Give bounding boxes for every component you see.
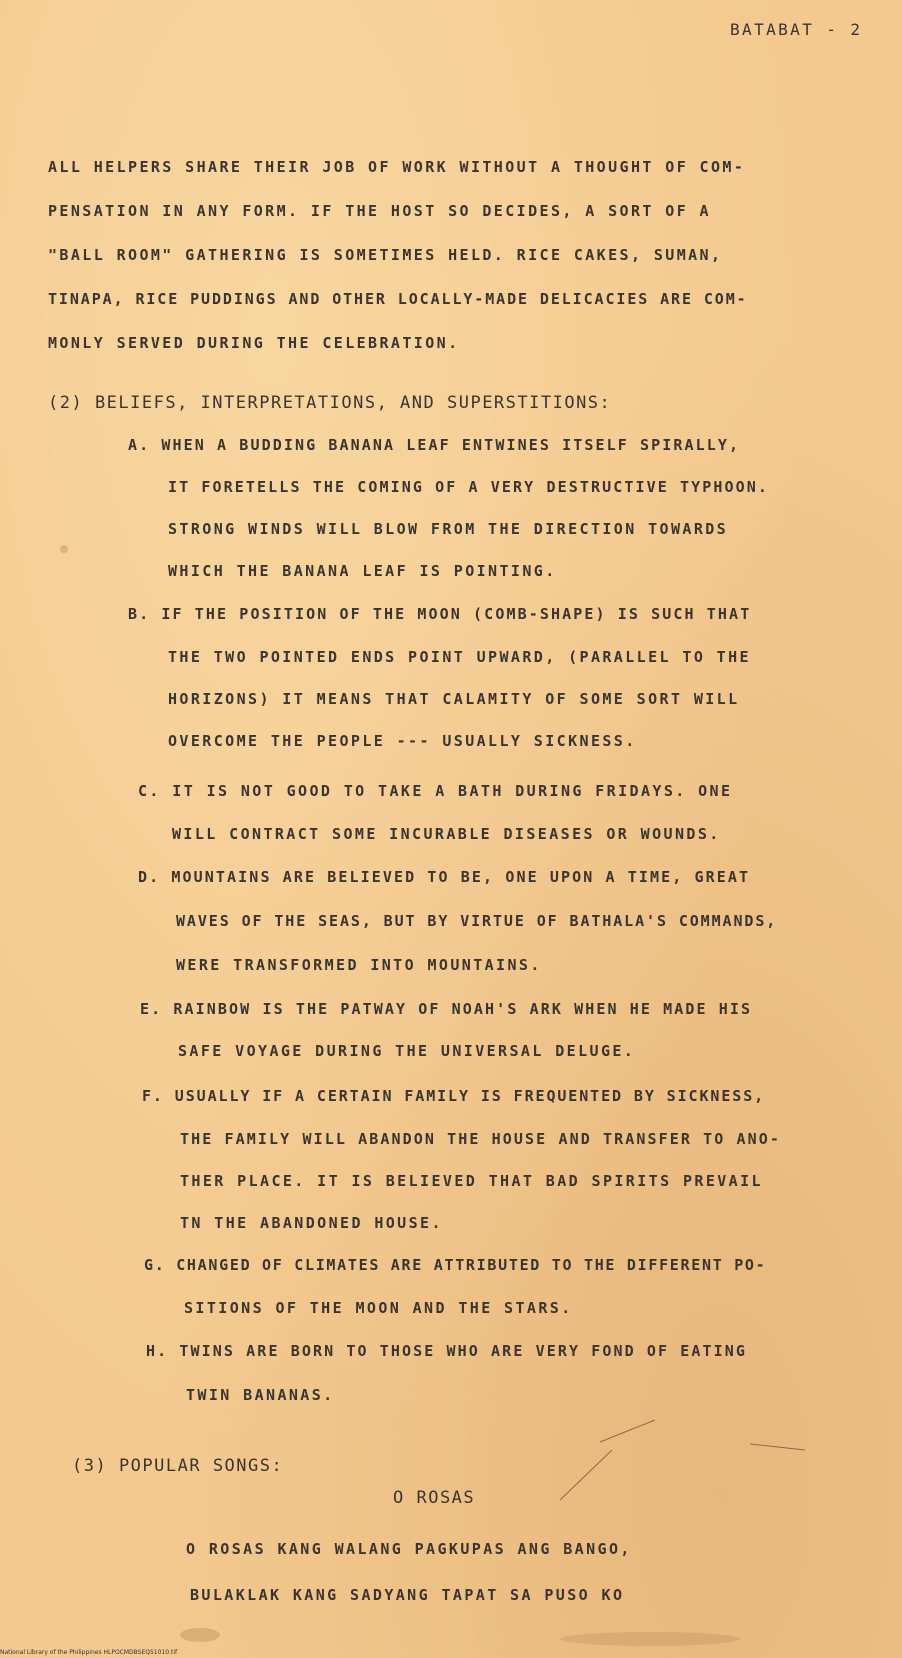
belief-item-a: STRONG WINDS WILL BLOW FROM THE DIRECTION TOWARDS (168, 520, 729, 538)
intro-line: ALL HELPERS SHARE THEIR JOB OF WORK WITHOUT A THOUGHT OF COM- (48, 158, 746, 176)
belief-item-e: SAFE VOYAGE DURING THE UNIVERSAL DELUGE. (178, 1042, 636, 1060)
intro-line: MONLY SERVED DURING THE CELEBRATION. (48, 334, 460, 352)
footer-caption: National Library of the Philippines HLPOCMDBSEQ51010.tif (0, 1649, 178, 1656)
belief-item-d: D. MOUNTAINS ARE BELIEVED TO BE, ONE UPON A TIME, GREAT (138, 868, 751, 886)
belief-item-b: THE TWO POINTED ENDS POINT UPWARD, (PARALLEL TO THE (168, 648, 751, 666)
song-line: BULAKLAK KANG SADYANG TAPAT SA PUSO KO (190, 1586, 625, 1604)
belief-item-b: B. IF THE POSITION OF THE MOON (COMB-SHAPE) IS SUCH THAT (128, 605, 752, 623)
song-line: O ROSAS KANG WALANG PAGKUPAS ANG BANGO, (186, 1540, 632, 1558)
belief-item-d: WERE TRANSFORMED INTO MOUNTAINS. (176, 956, 542, 974)
belief-item-g: SITIONS OF THE MOON AND THE STARS. (184, 1299, 573, 1317)
belief-item-g: G. CHANGED OF CLIMATES ARE ATTRIBUTED TO THE DIFFERENT PO- (144, 1256, 767, 1274)
belief-item-c: WILL CONTRACT SOME INCURABLE DISEASES OR WOUNDS. (172, 825, 721, 843)
intro-line: PENSATION IN ANY FORM. IF THE HOST SO DECIDES, A SORT OF A (48, 202, 711, 220)
belief-item-a: IT FORETELLS THE COMING OF A VERY DESTRUCTIVE TYPHOON. (168, 478, 770, 496)
song-title: O ROSAS (393, 1488, 476, 1508)
belief-item-h: H. TWINS ARE BORN TO THOSE WHO ARE VERY FOND OF EATING (146, 1342, 748, 1360)
belief-item-f: THE FAMILY WILL ABANDON THE HOUSE AND TRANSFER TO ANO- (180, 1130, 782, 1148)
belief-item-d: WAVES OF THE SEAS, BUT BY VIRTUE OF BATHALA'S COMMANDS, (176, 912, 778, 930)
belief-item-c: C. IT IS NOT GOOD TO TAKE A BATH DURING FRIDAYS. ONE (138, 782, 733, 800)
belief-item-e: E. RAINBOW IS THE PATWAY OF NOAH'S ARK WHEN HE MADE HIS (140, 1000, 753, 1018)
belief-item-f: THER PLACE. IT IS BELIEVED THAT BAD SPIRITS PREVAIL (180, 1172, 763, 1190)
page-label: BATABAT - 2 (730, 20, 863, 39)
belief-item-f: F. USUALLY IF A CERTAIN FAMILY IS FREQUENTED BY SICKNESS, (142, 1087, 766, 1105)
pencil-mark (560, 1420, 820, 1500)
belief-item-a: WHICH THE BANANA LEAF IS POINTING. (168, 562, 557, 580)
section-heading: (2) BELIEFS, INTERPRETATIONS, AND SUPERSTITIONS: (48, 393, 612, 413)
paper-stain (60, 545, 68, 553)
belief-item-b: OVERCOME THE PEOPLE --- USUALLY SICKNESS. (168, 732, 637, 750)
intro-line: TINAPA, RICE PUDDINGS AND OTHER LOCALLY-MADE DELICACIES ARE COM- (48, 290, 748, 308)
paper-stain (180, 1628, 220, 1642)
section-heading: (3) POPULAR SONGS: (72, 1456, 284, 1476)
belief-item-f: TN THE ABANDONED HOUSE. (180, 1214, 443, 1232)
intro-line: "BALL ROOM" GATHERING IS SOMETIMES HELD. RICE CAKES, SUMAN, (48, 246, 723, 264)
belief-item-a: A. WHEN A BUDDING BANANA LEAF ENTWINES ITSELF SPIRALLY, (128, 436, 741, 454)
belief-item-h: TWIN BANANAS. (186, 1386, 335, 1404)
paper-stain (560, 1632, 740, 1646)
belief-item-b: HORIZONS) IT MEANS THAT CALAMITY OF SOME SORT WILL (168, 690, 740, 708)
